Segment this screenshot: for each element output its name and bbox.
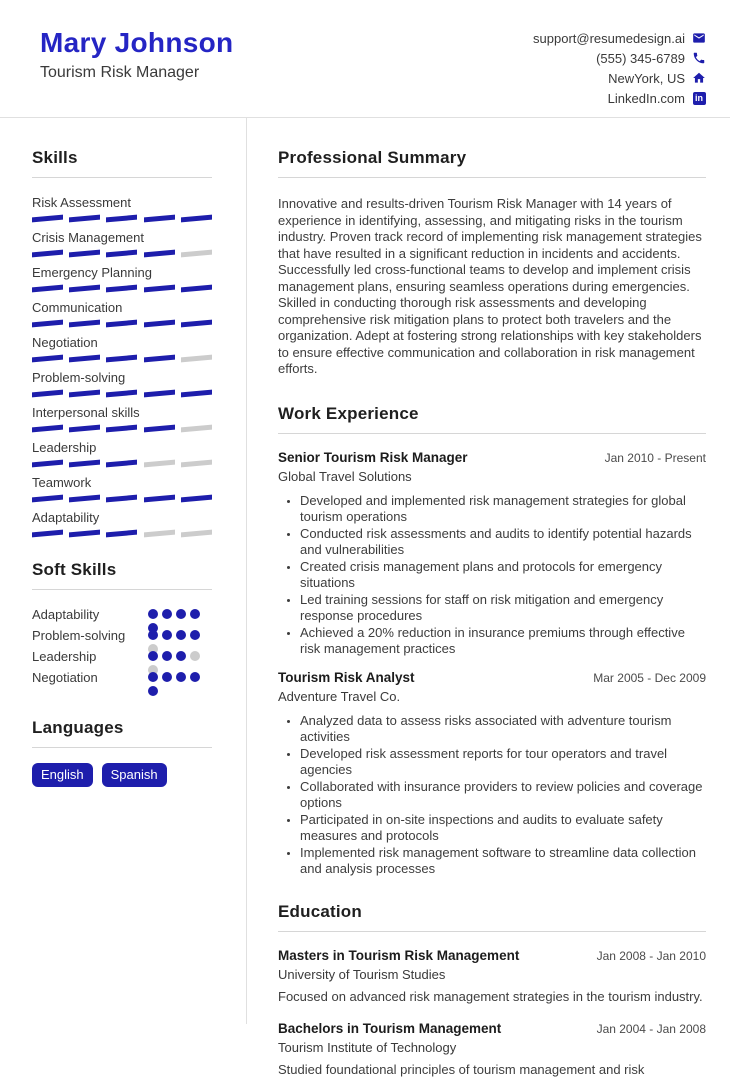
soft-skill-item <box>32 648 212 669</box>
contact-location-text: NewYork, US <box>608 70 685 86</box>
school-name: University of Tourism Studies <box>278 966 446 982</box>
job-dates: Mar 2005 - Dec 2009 <box>593 670 706 685</box>
skill-level-bar <box>32 496 212 501</box>
skill-bar-segment <box>181 250 212 258</box>
soft-skill-label: Leadership <box>32 649 97 664</box>
skill-bar-segment <box>181 390 212 398</box>
contact-email[interactable] <box>533 28 706 48</box>
skill-level-bar <box>32 391 212 396</box>
soft-skills-heading: Soft Skills <box>32 560 212 590</box>
skill-bar-segment <box>144 390 175 398</box>
skill-bar-segment <box>69 425 100 433</box>
soft-skills-list <box>32 606 212 690</box>
skill-item <box>32 370 212 396</box>
home-icon <box>692 71 706 85</box>
job-header <box>278 669 706 686</box>
soft-skill-label: Adaptability <box>32 607 100 622</box>
languages-section <box>32 718 212 787</box>
bullet-item: • Created crisis management plans and protocols for emergency situations <box>300 559 706 592</box>
language-badge: English <box>32 763 93 787</box>
bullet-item: • Participated in on-site inspections and audits to evaluate safety measures and protocols <box>300 812 706 845</box>
header-identity <box>40 27 233 82</box>
skill-label: Interpersonal skills <box>32 405 140 420</box>
job-title: Tourism Risk Analyst <box>278 669 415 685</box>
languages-heading: Languages <box>32 718 212 748</box>
email-icon <box>692 31 706 45</box>
job-entry <box>278 449 706 658</box>
skill-bar-segment <box>32 215 63 223</box>
soft-skill-label: Problem-solving <box>32 628 126 643</box>
skill-item <box>32 475 212 501</box>
skill-bar-segment <box>32 530 63 538</box>
soft-skill-item <box>32 669 212 690</box>
skill-bar-segment <box>69 285 100 293</box>
skill-level-bar <box>32 321 212 326</box>
skill-label: Teamwork <box>32 475 92 490</box>
skills-heading: Skills <box>32 148 212 178</box>
bullet-item: • Analyzed data to assess risks associated with adventure tourism activities <box>300 713 706 746</box>
phone-icon <box>692 51 706 65</box>
skill-label: Communication <box>32 300 123 315</box>
education-description: Focused on advanced risk management strategies in the tourism industry. <box>278 988 703 1004</box>
rating-dot <box>190 609 200 619</box>
bullet-item: • Developed and implemented risk management strategies for global tourism operations <box>300 493 706 526</box>
skill-label: Adaptability <box>32 510 100 525</box>
job-bullets <box>278 713 706 878</box>
bullet-item: • Implemented risk management software to streamline data collection and analysis processes <box>300 845 706 878</box>
rating-dot <box>162 630 172 640</box>
school-name: Tourism Institute of Technology <box>278 1040 457 1055</box>
skill-label: Leadership <box>32 440 97 455</box>
skill-label: Risk Assessment <box>32 195 131 210</box>
contact-phone[interactable] <box>533 48 706 68</box>
degree-title: Bachelors in Tourism Management <box>278 1021 502 1036</box>
skill-bar-segment <box>69 390 100 398</box>
job-header <box>278 449 706 466</box>
skill-bar-segment <box>69 460 100 468</box>
skill-bar-segment <box>69 530 100 538</box>
skill-level-bar <box>32 251 212 256</box>
skill-bar-segment <box>106 495 137 503</box>
job-title: Senior Tourism Risk Manager <box>278 449 468 465</box>
skill-bar-segment <box>106 390 137 398</box>
education-header <box>278 1020 706 1037</box>
skill-bar-segment <box>181 425 212 433</box>
sidebar <box>0 118 247 1024</box>
skill-item <box>32 230 212 256</box>
education-dates: Jan 2008 - Jan 2010 <box>596 948 706 963</box>
job-bullets <box>278 493 706 658</box>
skill-bar-segment <box>69 355 100 363</box>
skill-level-bar <box>32 356 212 361</box>
skill-bar-segment <box>144 355 175 363</box>
rating-dot <box>148 672 158 682</box>
bullet-item: • Led training sessions for staff on risk mitigation and emergency response procedures <box>300 592 706 625</box>
education-dates: Jan 2004 - Jan 2008 <box>596 1022 706 1036</box>
soft-skills-section <box>32 560 212 690</box>
bullet-item: • Developed risk assessment reports for tour operators and travel agencies <box>300 746 706 779</box>
bullet-item: • Conducted risk assessments and audits to identify potential hazards and vulnerabilities <box>300 526 706 559</box>
skill-item <box>32 265 212 291</box>
skill-bar-segment <box>69 215 100 223</box>
rating-dot <box>148 630 158 640</box>
skill-label: Negotiation <box>32 335 98 350</box>
job-company: Global Travel Solutions <box>278 468 412 484</box>
linkedin-icon: in <box>692 91 706 105</box>
skill-bar-segment <box>144 285 175 293</box>
rating-dot <box>148 651 158 661</box>
skill-bar-segment <box>106 285 137 293</box>
skill-bar-segment <box>32 460 63 468</box>
skill-bar-segment <box>144 215 175 223</box>
contact-block <box>533 27 706 108</box>
rating-dot <box>162 651 172 661</box>
skill-level-bar <box>32 461 212 466</box>
soft-skill-label: Negotiation <box>32 670 98 685</box>
job-company: Adventure Travel Co. <box>278 688 401 704</box>
education-entry <box>278 1020 706 1079</box>
rating-dot <box>176 672 186 682</box>
rating-dot <box>176 630 186 640</box>
skill-bar-segment <box>106 320 137 328</box>
summary-heading: Professional Summary <box>278 148 706 178</box>
rating-dot <box>190 630 200 640</box>
language-badges <box>32 763 212 787</box>
skill-bar-segment <box>32 285 63 293</box>
skill-label: Crisis Management <box>32 230 144 245</box>
education-entry <box>278 947 706 1006</box>
contact-email-text: support@resumedesign.ai <box>533 30 685 46</box>
skill-bar-segment <box>106 460 137 468</box>
skill-bar-segment <box>32 320 63 328</box>
skill-bar-segment <box>32 355 63 363</box>
skill-bar-segment <box>106 250 137 258</box>
skill-bar-segment <box>144 425 175 433</box>
skill-bar-segment <box>181 355 212 363</box>
skill-bar-segment <box>106 215 137 223</box>
education-description: Studied foundational principles of tourism management and risk <box>278 1062 645 1077</box>
skill-level-bar <box>32 531 212 536</box>
skill-bar-segment <box>32 425 63 433</box>
skill-bar-segment <box>106 355 137 363</box>
rating-dot <box>162 672 172 682</box>
contact-location <box>533 68 706 88</box>
soft-skill-item <box>32 606 212 627</box>
skill-bar-segment <box>144 460 175 468</box>
experience-heading: Work Experience <box>278 404 706 434</box>
skills-list <box>32 195 212 536</box>
skill-item <box>32 195 212 221</box>
skill-item <box>32 300 212 326</box>
skill-item <box>32 510 212 536</box>
rating-dot <box>176 651 186 661</box>
skill-level-bar <box>32 216 212 221</box>
skill-bar-segment <box>181 285 212 293</box>
skill-bar-segment <box>144 530 175 538</box>
bullet-item: • Achieved a 20% reduction in insurance premiums through effective risk management practices <box>300 625 706 658</box>
skill-bar-segment <box>106 530 137 538</box>
degree-title: Masters in Tourism Risk Management <box>278 947 520 963</box>
skill-level-bar <box>32 426 212 431</box>
rating-dot <box>162 609 172 619</box>
education-section <box>278 902 706 1079</box>
job-entry <box>278 669 706 878</box>
education-header <box>278 947 706 964</box>
language-badge: Spanish <box>102 763 167 787</box>
header <box>0 0 730 118</box>
content-columns <box>0 118 730 1077</box>
skill-bar-segment <box>144 250 175 258</box>
rating-dot <box>176 609 186 619</box>
skill-bar-segment <box>69 495 100 503</box>
job-dates: Jan 2010 - Present <box>604 450 706 465</box>
skill-bar-segment <box>181 215 212 223</box>
main-column <box>247 118 730 1077</box>
skill-bar-segment <box>144 495 175 503</box>
skill-label: Problem-solving <box>32 370 126 385</box>
rating-dot <box>148 686 158 696</box>
skill-bar-segment <box>181 320 212 328</box>
bullet-item: • Collaborated with insurance providers to review policies and coverage options <box>300 779 706 812</box>
skill-item <box>32 405 212 431</box>
soft-skill-rating-dots <box>148 672 201 696</box>
rating-dot <box>190 651 200 661</box>
skill-bar-segment <box>181 460 212 468</box>
skill-bar-segment <box>32 390 63 398</box>
skill-bar-segment <box>181 495 212 503</box>
contact-linkedin[interactable] <box>533 88 706 108</box>
summary-text: Innovative and results-driven Tourism Risk Manager with 14 years of experience in identifying, assessing, and mitigating risks in the tourism industry. Proven track record of implementing risk management strategies that have resulted in a significant reduction in incidents and accidents. Successfully led cross-functional teams to develop and implement crisis management plans, ensuring seamless operations during emergencies. Skilled in conducting thorough risk assessments and developing comprehensive risk mitigation plans to protect both travelers and the organization. Adept at fostering strong relationships with key stakeholders to ensure effective communication and collaboration in risk management efforts. <box>278 196 702 376</box>
education-heading: Education <box>278 902 706 932</box>
skill-label: Emergency Planning <box>32 265 152 280</box>
experience-section <box>278 404 706 878</box>
skill-item <box>32 440 212 466</box>
skills-section <box>32 148 212 536</box>
skill-bar-segment <box>106 425 137 433</box>
rating-dot <box>148 609 158 619</box>
skill-bar-segment <box>32 250 63 258</box>
skill-bar-segment <box>144 320 175 328</box>
rating-dot <box>190 672 200 682</box>
skill-item <box>32 335 212 361</box>
skill-level-bar <box>32 286 212 291</box>
summary-section <box>278 148 706 378</box>
skill-bar-segment <box>69 320 100 328</box>
skill-bar-segment <box>32 495 63 503</box>
contact-linkedin-text: LinkedIn.com <box>607 90 685 106</box>
contact-phone-text: (555) 345-6789 <box>596 50 685 66</box>
candidate-name: Mary Johnson <box>40 27 234 58</box>
soft-skill-item <box>32 627 212 648</box>
skill-bar-segment <box>181 530 212 538</box>
candidate-title: Tourism Risk Manager <box>40 64 200 81</box>
skill-bar-segment <box>69 250 100 258</box>
